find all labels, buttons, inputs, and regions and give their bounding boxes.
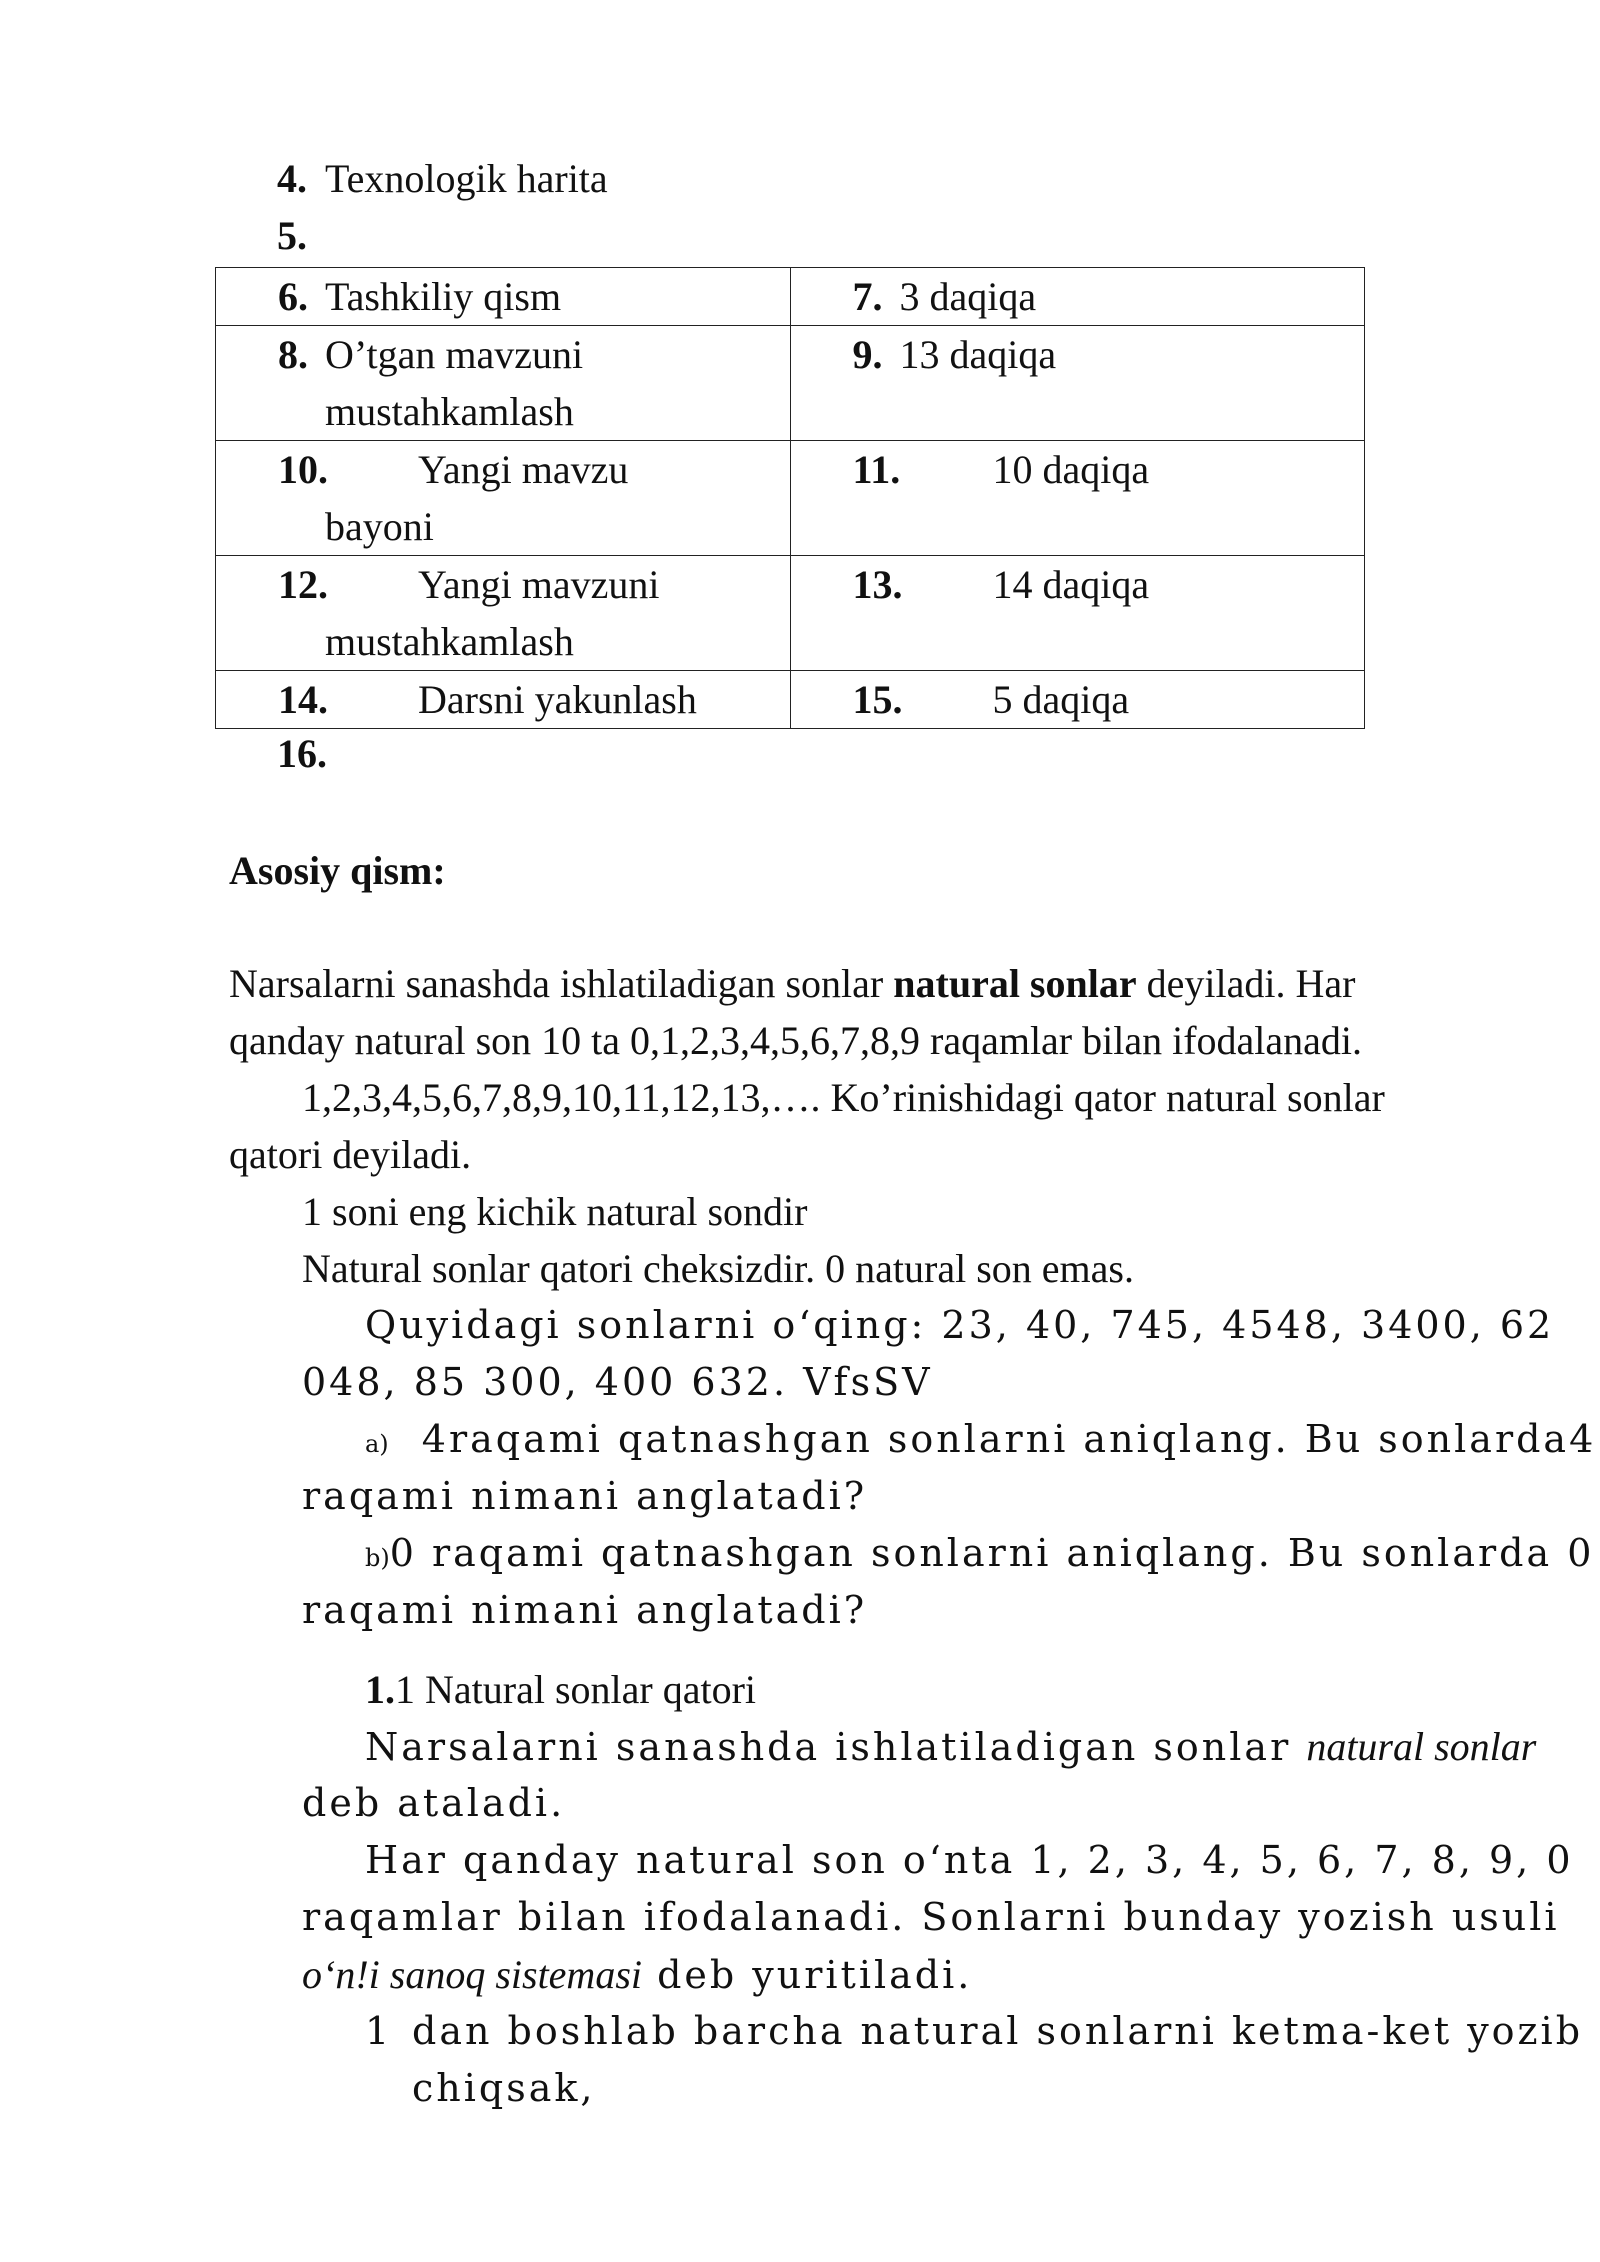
subsection-p2-line2: raqamlar bilan ifodalanadi. Sonlarni bunday yozish usuli bbox=[302, 1895, 1560, 1939]
subsection-p1-line2: deb ataladi. bbox=[302, 1781, 566, 1825]
exercise-b-text: 0 raqami qatnashgan sonlarni aniqlang. Bu sonlarda 0 bbox=[389, 1531, 1595, 1575]
subsection-list-number: 1 bbox=[365, 2009, 393, 2053]
duration-cell bbox=[790, 441, 1365, 556]
intro-paragraph2-line2: qatori deyiladi. bbox=[229, 1132, 472, 1177]
duration-cell bbox=[790, 556, 1365, 671]
activity-cell bbox=[216, 441, 791, 556]
exercise-line2: 048, 85 300, 400 632. VfsSV bbox=[302, 1360, 933, 1404]
term-natural-sonlar-italic: natural sonlar bbox=[1306, 1724, 1537, 1769]
row-number: 8. bbox=[278, 332, 308, 377]
exercise-b-line2: raqami nimani anglatadi? bbox=[302, 1588, 868, 1632]
list-number-16: 16. bbox=[277, 731, 327, 776]
duration-cell bbox=[790, 326, 1365, 441]
row-number: 11. bbox=[852, 447, 901, 492]
activity-cell bbox=[216, 268, 791, 326]
activity-name-cont: mustahkamlash bbox=[325, 619, 574, 664]
row-number: 12. bbox=[278, 562, 328, 607]
duration-cell bbox=[790, 671, 1365, 729]
exercise-a-text: 4raqami qatnashgan sonlarni aniqlang. Bu sonlarda4 bbox=[421, 1417, 1597, 1461]
row-number: 13. bbox=[852, 562, 903, 607]
term-decimal-system: o‘n!i sanoq sistemasi bbox=[302, 1952, 642, 1997]
duration-text: 14 daqiqa bbox=[992, 562, 1150, 607]
text-run: deb yuritiladi. bbox=[642, 1953, 973, 1997]
activity-name: Tashkiliy qism bbox=[325, 274, 562, 319]
subsection-heading bbox=[365, 1661, 756, 1718]
section-title: Asosiy qism: bbox=[229, 848, 446, 893]
activity-name-cont: mustahkamlash bbox=[325, 389, 574, 434]
subsection-number: 1. bbox=[365, 1667, 395, 1712]
duration-text: 3 daqiqa bbox=[899, 274, 1037, 319]
subsection-p1-line1 bbox=[365, 1718, 1536, 1776]
intro-paragraph-line2: qanday natural son 10 ta 0,1,2,3,4,5,6,7,8,9 raqamlar bilan ifodalanadi. bbox=[229, 1018, 1363, 1063]
subsection-p2-line1: Har qanday natural son o‘nta 1, 2, 3, 4, 5, 6, 7, 8, 9, 0 bbox=[365, 1838, 1574, 1882]
table-row bbox=[216, 441, 1365, 556]
activity-name: Yangi mavzu bbox=[418, 447, 629, 492]
exercise-a-line1 bbox=[365, 1411, 1596, 1473]
duration-text: 13 daqiqa bbox=[899, 332, 1057, 377]
intro-paragraph4: Natural sonlar qatori cheksizdir. 0 natural son emas. bbox=[302, 1246, 1134, 1291]
subsection-list-line2: chiqsak, bbox=[412, 2066, 596, 2110]
list-number-5: 5. bbox=[277, 213, 307, 258]
list-item-4 bbox=[277, 150, 608, 207]
activity-name: Darsni yakunlash bbox=[418, 677, 697, 722]
subsection-list-line1: dan boshlab barcha natural sonlarni ketma-ket yozib bbox=[412, 2009, 1584, 2053]
row-number: 7. bbox=[852, 274, 883, 319]
table-row bbox=[216, 326, 1365, 441]
duration-cell bbox=[790, 268, 1365, 326]
intro-paragraph2-line1: 1,2,3,4,5,6,7,8,9,10,11,12,13,…. Ko’rinishidagi qator natural sonlar bbox=[302, 1075, 1385, 1120]
table-row bbox=[216, 268, 1365, 326]
table-row bbox=[216, 671, 1365, 729]
subsection-p2-line3 bbox=[302, 1946, 972, 2004]
intro-paragraph-line1 bbox=[229, 955, 1355, 1012]
duration-text: 10 daqiqa bbox=[992, 447, 1150, 492]
list-number: 4. bbox=[277, 156, 307, 201]
activity-name-cont: bayoni bbox=[325, 504, 434, 549]
exercise-a-label: a) bbox=[365, 1430, 389, 1458]
exercise-a-line2: raqami nimani anglatadi? bbox=[302, 1474, 868, 1518]
row-number: 14. bbox=[278, 677, 328, 722]
row-number: 6. bbox=[278, 274, 308, 319]
subsection-title: 1 Natural sonlar qatori bbox=[395, 1667, 756, 1712]
text-run: Narsalarni sanashda ishlatiladigan sonlar bbox=[365, 1725, 1307, 1769]
exercise-b-label: b) bbox=[365, 1544, 390, 1572]
intro-paragraph3: 1 soni eng kichik natural sondir bbox=[302, 1189, 808, 1234]
activity-cell bbox=[216, 326, 791, 441]
text-run: deyiladi. Har bbox=[1136, 961, 1356, 1006]
exercise-line1: Quyidagi sonlarni o‘qing: 23, 40, 745, 4548, 3400, 62 bbox=[365, 1303, 1555, 1347]
row-number: 15. bbox=[852, 677, 903, 722]
table-row bbox=[216, 556, 1365, 671]
lesson-plan-table bbox=[215, 267, 1365, 729]
activity-cell bbox=[216, 671, 791, 729]
text-run: Narsalarni sanashda ishlatiladigan sonlar bbox=[229, 961, 894, 1006]
term-natural-sonlar: natural sonlar bbox=[893, 961, 1137, 1006]
activity-cell bbox=[216, 556, 791, 671]
duration-text: 5 daqiqa bbox=[992, 677, 1130, 722]
activity-name: O’tgan mavzuni bbox=[325, 332, 584, 377]
row-number: 10. bbox=[278, 447, 328, 492]
row-number: 9. bbox=[852, 332, 883, 377]
activity-name: Yangi mavzuni bbox=[418, 562, 660, 607]
list-item-text: Texnologik harita bbox=[325, 156, 608, 201]
exercise-b-line1 bbox=[365, 1525, 1594, 1587]
